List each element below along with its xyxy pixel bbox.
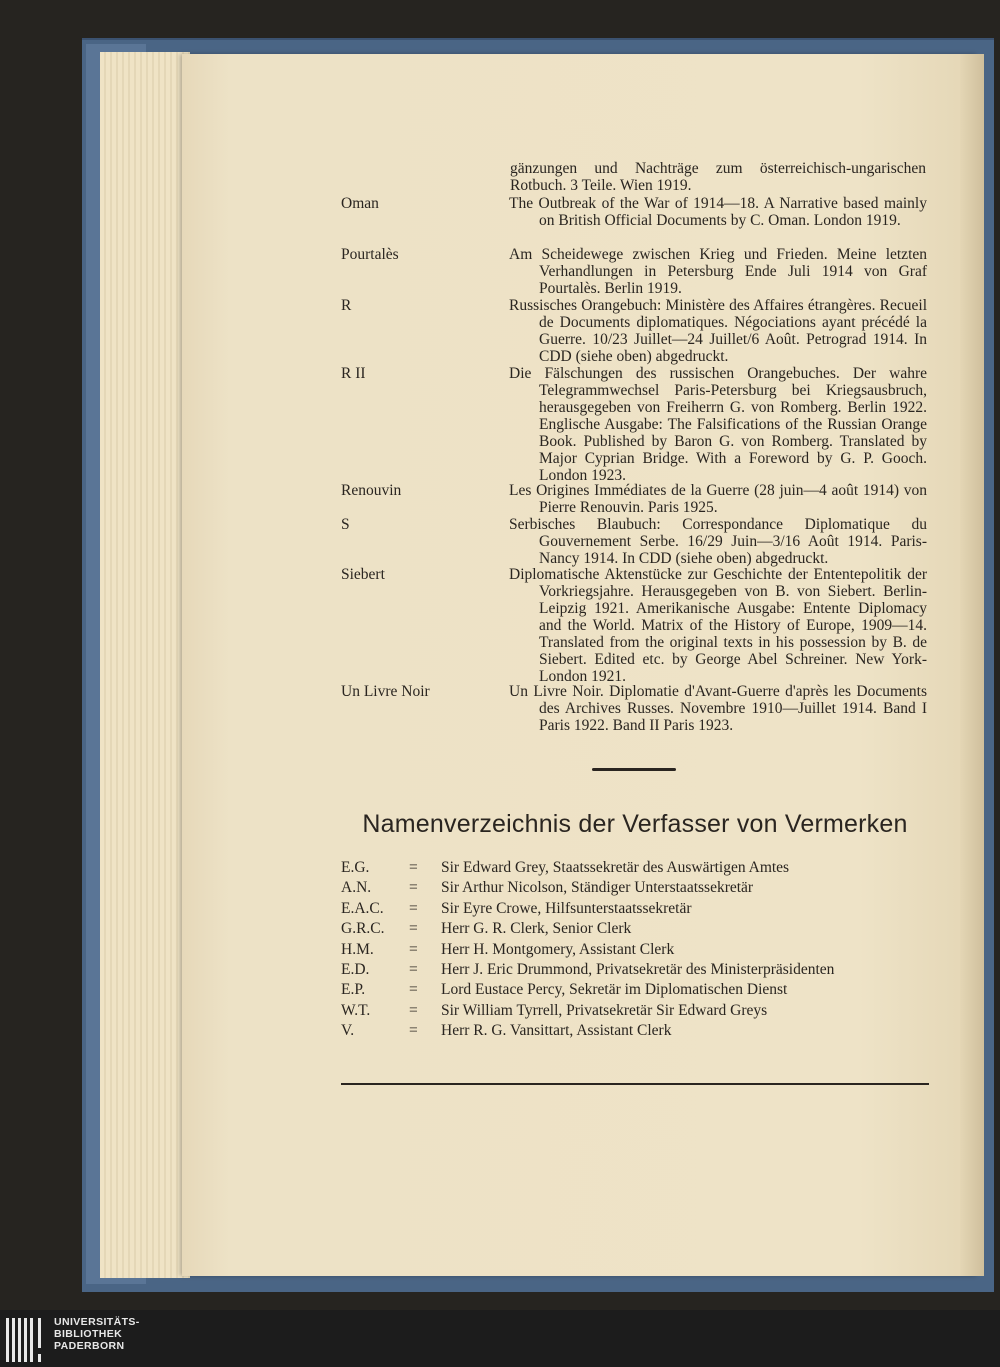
author-list	[341, 858, 931, 1042]
author-abbr: V.	[341, 1022, 355, 1040]
library-line: BIBLIOTHEK	[54, 1328, 123, 1340]
author-row	[341, 878, 931, 898]
author-desc: Lord Eustace Percy, Sekretär im Diplomatischen Dienst	[441, 981, 788, 999]
section-heading: Namenverzeichnis der Verfasser von Vermerken	[362, 810, 908, 838]
bib-abbr: R	[341, 297, 352, 314]
author-row	[341, 1021, 931, 1041]
bib-desc: Les Origines Immédiates de la Guerre (28 juin—4 août 1914) von Pierre Renouvin. Paris 1925.	[509, 482, 927, 516]
author-desc: Herr J. Eric Drummond, Privatsekretär des Ministerpräsidenten	[441, 960, 835, 978]
closing-rule	[341, 1083, 929, 1085]
bib-desc: Am Scheidewege zwischen Krieg und Frieden. Meine letzten Verhandlungen in Petersburg Ende Juli 1914 von Graf Pourtalès. Berlin 1919.	[509, 246, 927, 297]
author-desc: Herr G. R. Clerk, Senior Clerk	[441, 920, 632, 938]
author-abbr: H.M.	[341, 940, 374, 958]
ornamental-rule	[592, 768, 676, 771]
author-desc: Herr R. G. Vansittart, Assistant Clerk	[441, 1022, 672, 1040]
author-row	[341, 940, 931, 960]
author-abbr: E.D.	[341, 960, 370, 978]
equals-sign: =	[409, 879, 418, 897]
equals-sign: =	[409, 1001, 418, 1019]
library-footer	[0, 1310, 1000, 1367]
bib-entry	[341, 516, 927, 566]
author-abbr: W.T.	[341, 1001, 371, 1019]
bib-desc: Un Livre Noir. Diplomatie d'Avant-Guerre d'après les Documents des Archives Russes. Novembre 1910—Juillet 1914. Band I Paris 1922. Band II Paris 1923.	[509, 683, 927, 734]
equals-sign: =	[409, 899, 418, 917]
equals-sign: =	[409, 859, 418, 876]
library-logo-icon	[6, 1318, 46, 1362]
author-abbr: G.R.C.	[341, 920, 385, 938]
author-row	[341, 919, 931, 939]
author-abbr: E.A.C.	[341, 899, 384, 917]
equals-sign: =	[409, 920, 418, 938]
author-row	[341, 899, 931, 919]
author-abbr: A.N.	[341, 879, 372, 897]
equals-sign: =	[409, 960, 418, 978]
page-edges	[100, 52, 190, 1278]
bib-entry	[341, 246, 927, 296]
bib-abbr: Siebert	[341, 566, 385, 583]
author-row	[341, 858, 931, 878]
bib-entry	[341, 683, 927, 733]
bib-entry	[341, 365, 927, 483]
bib-entry	[341, 297, 927, 365]
bib-desc: Diplomatische Aktenstücke zur Geschichte der Ententepolitik der Vorkriegsjahre. Herausgegeben von B. von Siebert. Berlin-Leipzig 1921. Amerikanische Ausgabe: Entente Diplomacy and the World. Matrix of the History of Europe, 1909—14. Translated from the original texts in his possession by B. de Siebert. Edited etc. by George Abel Schreiner. New York-London 1921.	[509, 566, 927, 685]
bib-entry	[341, 566, 927, 684]
equals-sign: =	[409, 981, 418, 999]
bib-desc: The Outbreak of the War of 1914—18. A Narrative based mainly on British Official Documents by C. Oman. London 1919.	[509, 195, 927, 229]
library-name	[54, 1316, 140, 1352]
author-desc: Herr H. Montgomery, Assistant Clerk	[441, 940, 675, 958]
bib-desc: Serbisches Blaubuch: Correspondance Diplomatique du Gouvernement Serbe. 16/29 Juin—3/16 Août 1914. Paris-Nancy 1914. In CDD (siehe oben) abgedruckt.	[509, 516, 927, 567]
bib-abbr: S	[341, 516, 350, 533]
author-row	[341, 960, 931, 980]
bib-abbr: R II	[341, 365, 366, 382]
library-line: PADERBORN	[54, 1340, 125, 1352]
author-row	[341, 980, 931, 1000]
bib-abbr: Oman	[341, 195, 379, 212]
bib-desc: Die Fälschungen des russischen Orangebuches. Der wahre Telegrammwechsel Paris-Petersburg bei Kriegsausbruch, herausgegeben von Freiherrn G. von Romberg. Berlin 1922. Englische Ausgabe: The Falsifications of the Russian Orange Book. Published by Baron G. von Romberg. Translated by Major Cyprian Bridge. With a Foreword by G. P. Gooch. London 1923.	[509, 365, 927, 484]
author-row	[341, 1001, 931, 1021]
bib-abbr: Pourtalès	[341, 246, 399, 263]
bib-entry	[341, 195, 927, 245]
equals-sign: =	[409, 1022, 418, 1040]
bib-entry	[341, 482, 927, 516]
bib-desc: Russisches Orangebuch: Ministère des Affaires étrangères. Recueil de Documents diplomatiques. Négociations ayant précédé la Guerre. 10/23 Juillet—24 Juillet/6 Août. Petrograd 1914. In CDD (siehe oben) abgedruckt.	[509, 297, 927, 365]
equals-sign: =	[409, 940, 418, 958]
library-line: UNIVERSITÄTS-	[54, 1316, 140, 1328]
author-desc: Sir Edward Grey, Staatssekretär des Auswärtigen Amtes	[441, 859, 790, 876]
author-desc: Sir William Tyrrell, Privatsekretär Sir Edward Greys	[441, 1001, 768, 1019]
bib-abbr: Un Livre Noir	[341, 683, 430, 700]
author-desc: Sir Eyre Crowe, Hilfsunterstaatssekretär	[441, 899, 692, 917]
page-gutter	[960, 54, 984, 1276]
author-abbr: E.P.	[341, 981, 366, 999]
bib-abbr: Renouvin	[341, 482, 402, 499]
continuation-text: gänzungen und Nachträge zum österreichisch-ungarischen Rotbuch. 3 Teile. Wien 1919.	[510, 160, 926, 194]
author-abbr: E.G.	[341, 859, 370, 876]
author-desc: Sir Arthur Nicolson, Ständiger Unterstaatssekretär	[441, 879, 754, 897]
